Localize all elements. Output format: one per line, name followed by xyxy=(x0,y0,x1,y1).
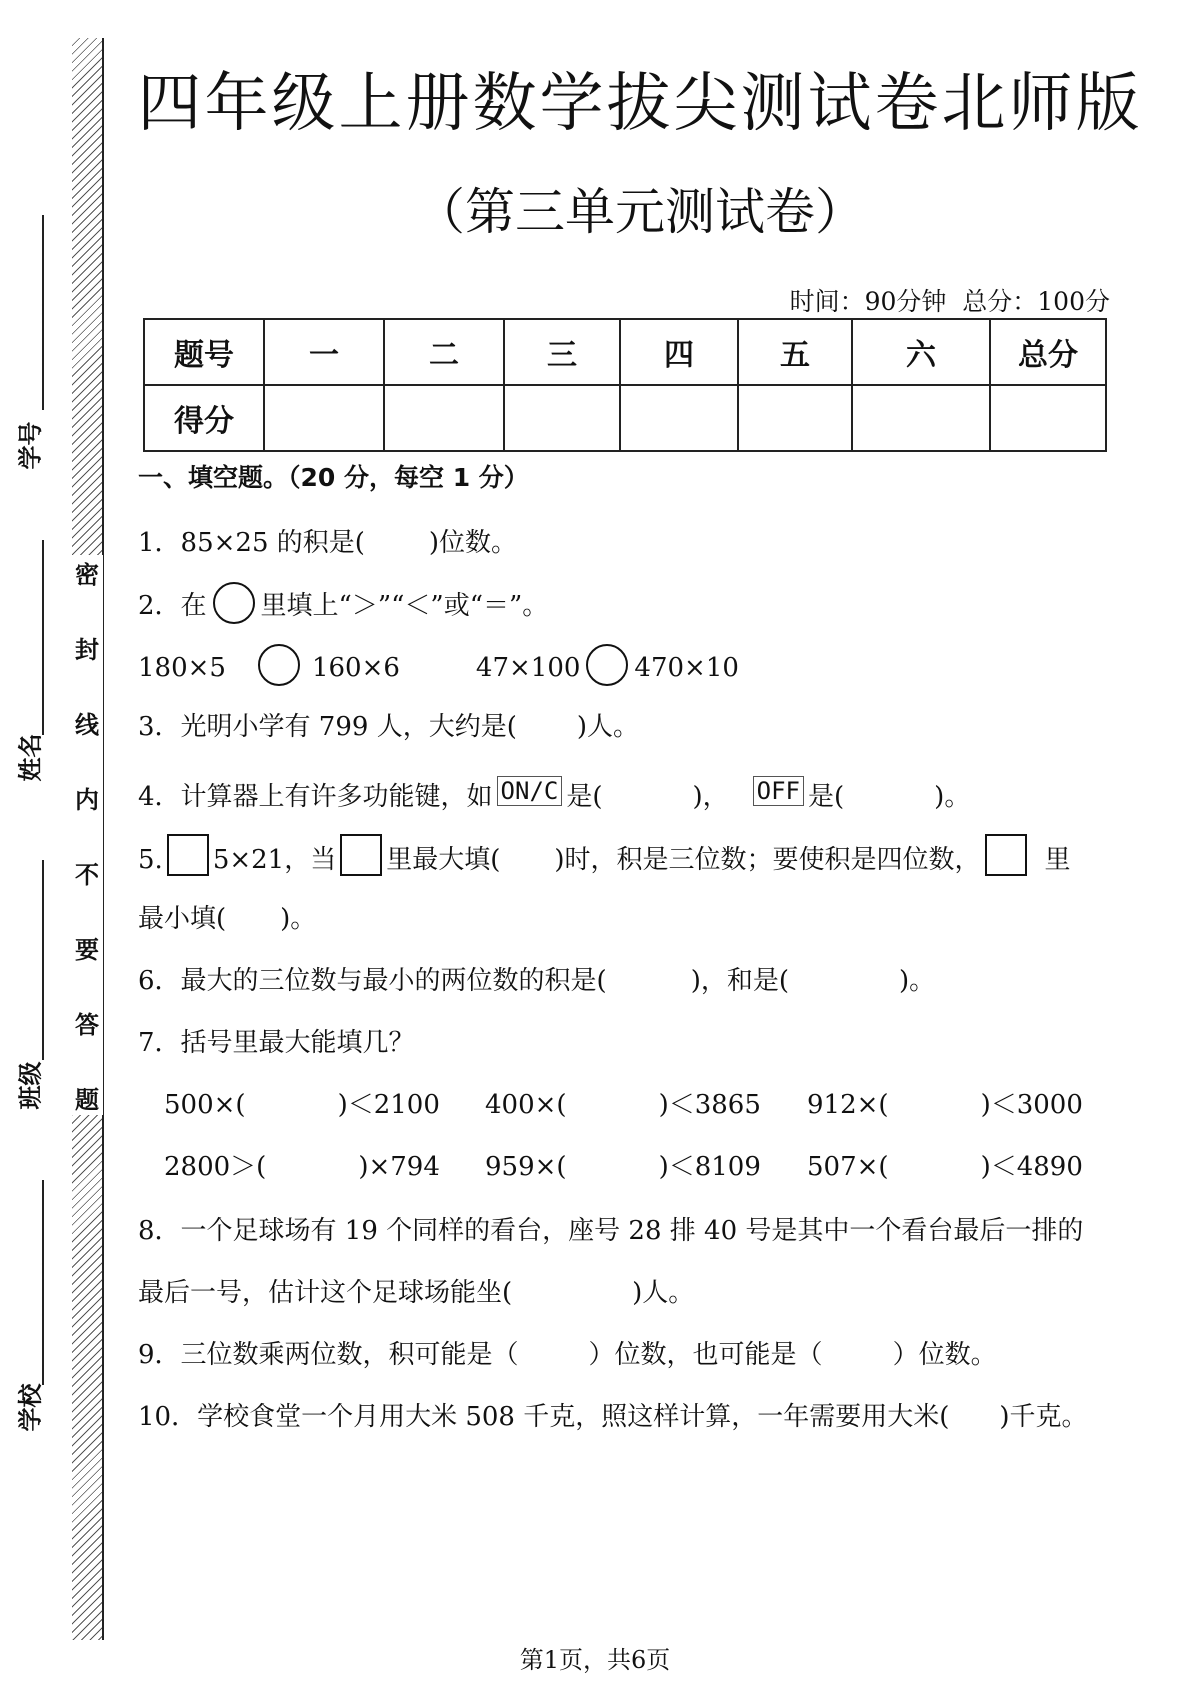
question-7-item: 912×( )＜3000 xyxy=(807,1090,1083,1120)
seal-warning xyxy=(71,555,103,1115)
score-entry-cell[interactable] xyxy=(990,385,1106,451)
question-6: 6．最大的三位数与最小的两位数的积是( )，和是( )。 xyxy=(138,966,936,996)
score-header-cell: 一 xyxy=(264,319,384,385)
seal-char: 题 xyxy=(75,1085,99,1114)
compare-circle[interactable] xyxy=(586,644,628,686)
score-header-cell: 四 xyxy=(620,319,738,385)
question-5-cont: 最小填( )。 xyxy=(138,904,317,934)
score-table xyxy=(143,318,1107,452)
question-7: 7．括号里最大能填几？ xyxy=(138,1028,415,1058)
score-entry-cell[interactable] xyxy=(852,385,990,451)
class-label: 班级 xyxy=(15,1061,45,1109)
question-5: 5. 5×21，当 里最大填( )时，积是三位数；要使积是四位数， 里 xyxy=(138,834,1071,876)
question-7-item: 400×( )＜3865 xyxy=(485,1090,761,1120)
question-1: 1．85×25 的积是( )位数。 xyxy=(138,528,518,558)
question-2: 2．在 里填上“＞”“＜”或“＝”。 xyxy=(138,582,548,624)
score-header-cell: 总分 xyxy=(990,319,1106,385)
school-line[interactable] xyxy=(42,1180,44,1385)
question-4: 4．计算器上有许多功能键，如 ON/C 是( )， OFF 是( )。 xyxy=(138,777,971,812)
seal-char: 要 xyxy=(75,935,99,964)
section-title: 一、填空题。（20 分，每空 1 分） xyxy=(138,463,529,492)
question-8: 8．一个足球场有 19 个同样的看台，座号 28 排 40 号是其中一个看台最后一排的 xyxy=(138,1216,1084,1246)
name-line[interactable] xyxy=(42,540,44,735)
name-label: 姓名 xyxy=(15,733,45,781)
question-3: 3．光明小学有 799 人，大约是( )人。 xyxy=(138,712,639,742)
seal-char: 不 xyxy=(75,860,99,889)
seal-char: 封 xyxy=(75,635,99,664)
compare-circle[interactable] xyxy=(258,644,300,686)
student-id-line[interactable] xyxy=(42,215,44,410)
on-c-key: ON/C xyxy=(497,776,563,806)
score-entry-row xyxy=(144,385,1106,451)
score-entry-cell[interactable] xyxy=(264,385,384,451)
question-7-item: 500×( )＜2100 xyxy=(164,1090,440,1120)
score-header-row xyxy=(144,319,1106,385)
total-score: 总分：100分 xyxy=(962,287,1110,316)
off-key: OFF xyxy=(753,776,804,806)
seal-char: 答 xyxy=(75,1010,99,1039)
question-9: 9．三位数乘两位数，积可能是（ ）位数，也可能是（ ）位数。 xyxy=(138,1340,997,1370)
score-row-label: 得分 xyxy=(144,385,264,451)
digit-box[interactable] xyxy=(340,834,382,876)
score-header-cell: 三 xyxy=(504,319,620,385)
class-line[interactable] xyxy=(42,860,44,1060)
score-entry-cell[interactable] xyxy=(384,385,504,451)
score-header-cell: 题号 xyxy=(144,319,264,385)
score-entry-cell[interactable] xyxy=(504,385,620,451)
student-id-label: 学号 xyxy=(15,421,45,469)
question-8-cont: 最后一号，估计这个足球场能坐( )人。 xyxy=(138,1278,695,1308)
seal-char: 线 xyxy=(75,710,99,739)
digit-box[interactable] xyxy=(167,834,209,876)
score-header-cell: 五 xyxy=(738,319,852,385)
page-subtitle: （第三单元测试卷） xyxy=(415,183,865,241)
seal-char: 内 xyxy=(75,785,99,814)
score-entry-cell[interactable] xyxy=(620,385,738,451)
compare-circle[interactable] xyxy=(213,582,255,624)
exam-meta xyxy=(790,282,1110,318)
question-7-item: 2800＞( )×794 xyxy=(164,1152,440,1182)
score-entry-cell[interactable] xyxy=(738,385,852,451)
question-7-item: 507×( )＜4890 xyxy=(807,1152,1083,1182)
question-7-item: 959×( )＜8109 xyxy=(485,1152,761,1182)
binding-margin xyxy=(0,0,110,1682)
score-header-cell: 二 xyxy=(384,319,504,385)
school-label: 学校 xyxy=(15,1383,45,1431)
question-10: 10．学校食堂一个月用大米 508 千克，照这样计算，一年需要用大米( )千克。 xyxy=(138,1402,1088,1432)
time-limit: 时间：90分钟 xyxy=(789,287,947,316)
question-2-items: 180×5 160×6 47×100 470×10 xyxy=(138,644,739,686)
digit-box[interactable] xyxy=(985,834,1027,876)
score-header-cell: 六 xyxy=(852,319,990,385)
seal-char: 密 xyxy=(75,560,99,589)
page-footer: 第1页，共6页 xyxy=(519,1646,671,1674)
page-title: 四年级上册数学拔尖测试卷北师版 xyxy=(137,67,1143,141)
